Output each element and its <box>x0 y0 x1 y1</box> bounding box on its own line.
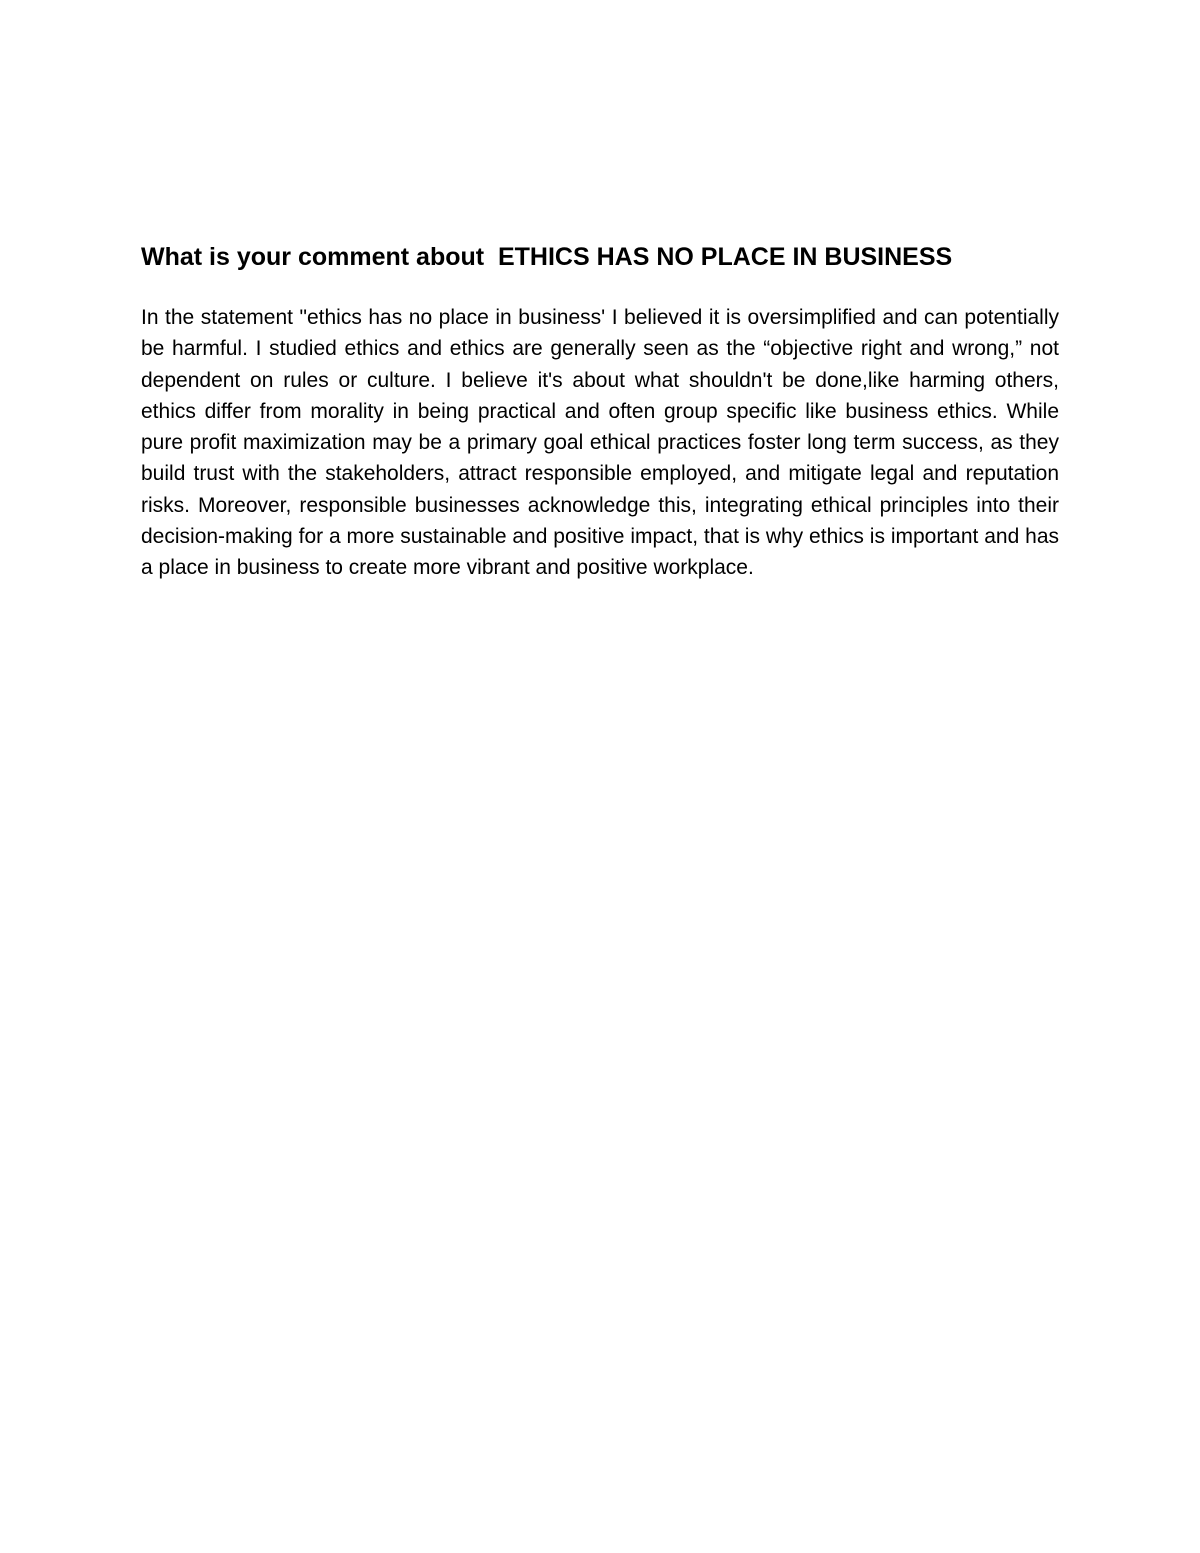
document-paragraph: In the statement "ethics has no place in business' I believed it is oversimplified and can potentially be harmful. I studied ethics and ethics are generally seen as the “objective right and wrong,” not dependent on rules or culture. I believe it's about what shouldn't be done,like harming others, ethics differ from morality in being practical and often group specific like business ethics. While pure profit maximization may be a primary goal ethical practices foster long term success, as they build trust with the stakeholders, attract responsible employed, and mitigate legal and reputation risks. Moreover, responsible businesses acknowledge this, integrating ethical principles into their decision-making for a more sustainable and positive impact, that is why ethics is important and has a place in business to create more vibrant and positive workplace. <box>141 306 1059 580</box>
document-title: What is your comment about ETHICS HAS NO PLACE IN BUSINESS <box>141 243 953 271</box>
document-content <box>141 240 1059 584</box>
